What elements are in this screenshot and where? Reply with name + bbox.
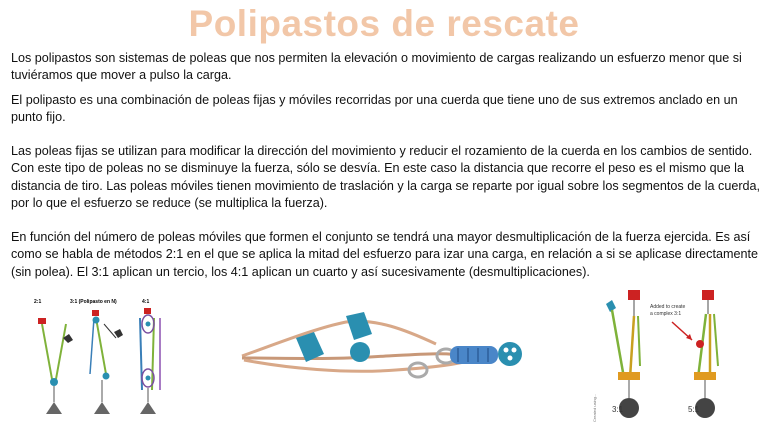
paragraph-mechanical-advantage: En función del número de poleas móviles que formen el conjunto se tendrá una mayor desmultiplicación de la fuerza ejercida. Es así como se habla de métodos 2:1 en el que se aplica la mitad del esfuerzo para izar una carga, en relación a si se aplicase directamente (sin polea). El 3:1 aplican un tercio, los 4:1 aplican un cuarto y así sucesivamente (desmultiplicaciones).: [11, 230, 758, 279]
pulley-center-icon: [350, 342, 370, 362]
system-right-5to1: [650, 290, 718, 418]
label-right-5to1: 5:1: [688, 405, 700, 414]
system-right-3to1: [606, 290, 640, 418]
label-3to1: 3:1 (Polipasto en N): [70, 299, 117, 305]
rope-grab-icon: [450, 346, 498, 364]
annotation-line2: a complex 3:1: [650, 311, 682, 317]
label-2to1: 2:1: [34, 299, 42, 305]
system-2to1: [38, 318, 73, 414]
pulley-top-icon: [346, 312, 372, 340]
label-4to1: 4:1: [142, 299, 150, 305]
paragraph-intro: Los polipastos son sistemas de poleas que nos permiten la elevación o movimiento de cargas realizando un esfuerzo menor que si tuviéramos que mover a pulso la carga.: [11, 51, 742, 83]
complex-pulley-diagram: [588, 286, 738, 430]
annotation-line1: Added to create: [650, 304, 686, 310]
side-credit: Created using...: [592, 393, 597, 422]
paragraph-fixed-mobile-pulleys: Las poleas fijas se utilizan para modificar la dirección del movimiento y reducir el rozamiento de la cuerda en los cambios de sentido. Con este tipo de poleas no se disminuye la fuerza, sólo se desvía. En este caso la distancia que recorre el peso es el mismo que la distancia de tiro. Las poleas móviles tienen movimiento de traslación y la carga se reparte por igual sobre los segmentos de la cuerda, por lo que el esfuerzo se reduce (se multiplica la fuerza).: [11, 144, 761, 211]
pulley-systems-diagram: [30, 294, 180, 424]
page-title: Polipastos de rescate: [188, 3, 580, 44]
paragraph-definition: El polipasto es una combinación de poleas fijas y móviles recorridas por una cuerda que tiene uno de sus extremos anclado en un punto fijo.: [11, 93, 738, 125]
anchor-plate-icon: [498, 342, 522, 366]
system-3to1: [90, 310, 123, 414]
label-right-3to1: 3:1: [612, 405, 624, 414]
system-4to1: [140, 308, 160, 414]
rope-rig-illustration: [236, 308, 536, 408]
